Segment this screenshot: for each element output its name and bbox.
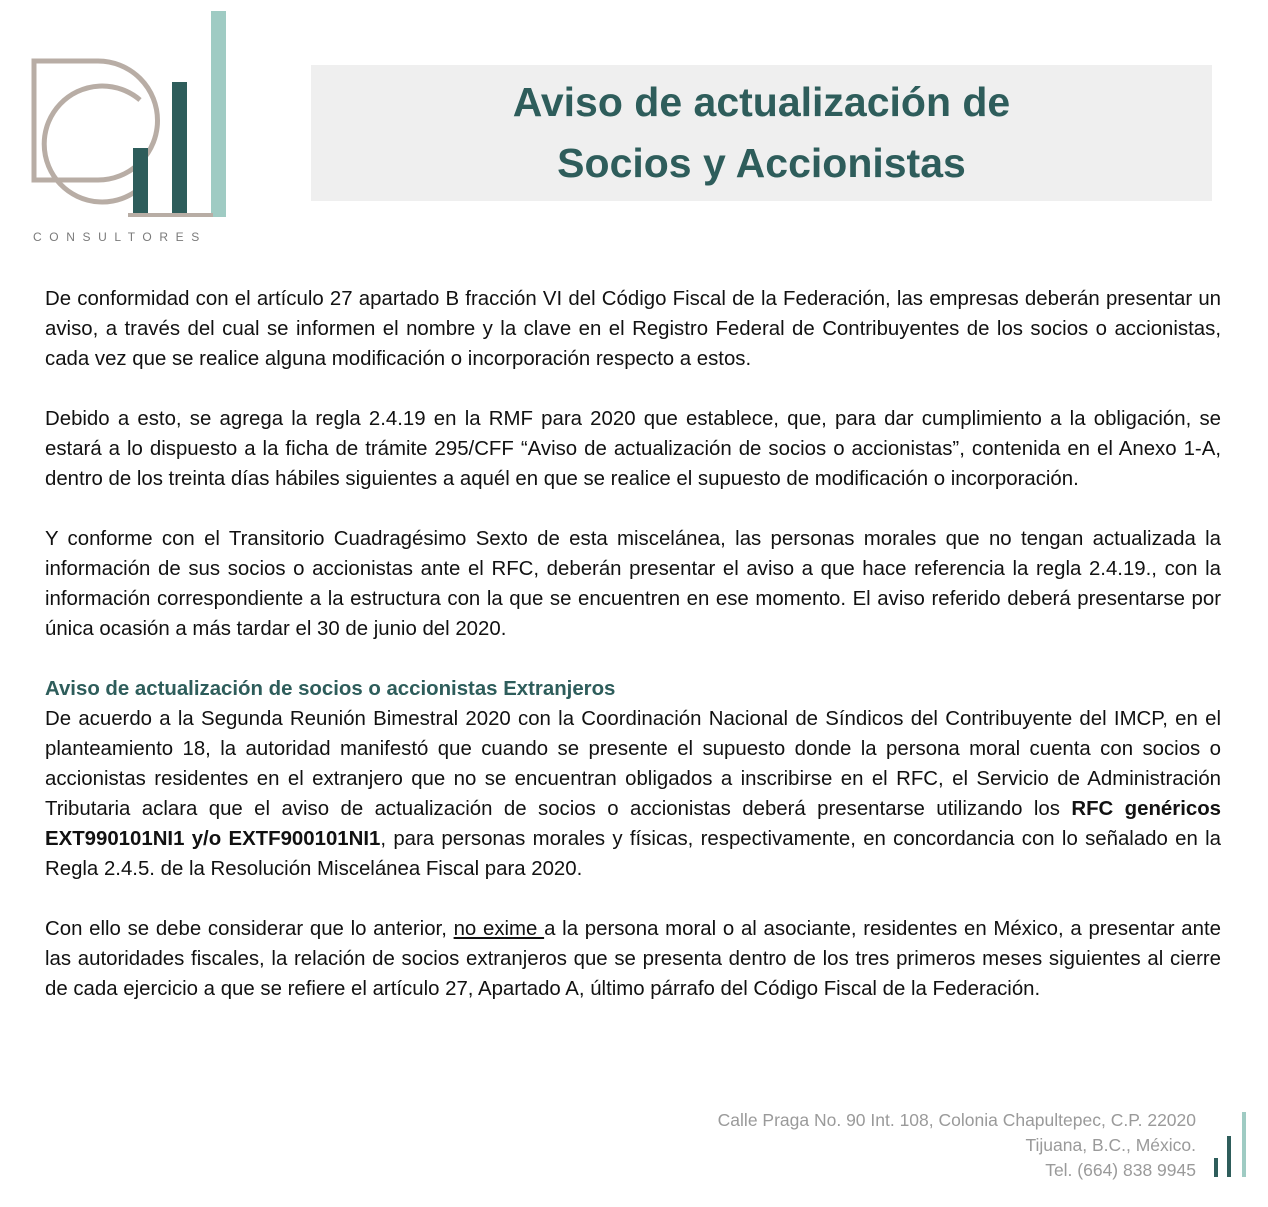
- paragraph-3: Y conforme con el Transitorio Cuadragésimo Sexto de esta miscelánea, las personas morales que no tengan actualizada la información de sus socios o accionistas ante el RFC, deberán presentar el aviso a que hace referencia la regla 2.4.19., con la información correspondiente a la estructura con la que se encuentren en ese momento. El aviso referido deberá presentarse por única ocasión a más tardar el 30 de junio del 2020.: [45, 528, 1221, 640]
- logo-bar-mid: [172, 82, 187, 215]
- paragraph-2: Debido a esto, se agrega la regla 2.4.19 en la RMF para 2020 que establece, que, para dar cumplimiento a la obligación, se estará a lo dispuesto a la ficha de trámite 295/CFF “Aviso de actualización de socios o accionistas”, contenida en el Anexo 1-A, dentro de los treinta días hábiles siguientes a aquél en que se realice el supuesto de modificación o incorporación.: [45, 408, 1221, 490]
- section-subheading: Aviso de actualización de socios o accionistas Extranjeros: [45, 678, 616, 700]
- paragraph-4: [45, 704, 1221, 884]
- paragraph-5-text-start: Con ello se debe considerar que lo anterior,: [45, 918, 454, 940]
- paragraph-5-text-end: a la persona moral o al asociante, residentes en México, a presentar ante las autoridades fiscales, la relación de socios extranjeros que se presenta dentro de los tres primeros meses siguientes al cierre de cada ejercicio a que se refiere el artículo 27, Apartado A, último párrafo del Código Fiscal de la Federación.: [45, 918, 1221, 1000]
- document-body: [45, 284, 1221, 1004]
- paragraph-4-bold-rfc: RFC genéricos EXT990101NI1 y/o EXTF900101NI1: [45, 798, 1221, 850]
- paragraph-4-text-end: , para personas morales y físicas, respectivamente, en concordancia con lo señalado en la Regla 2.4.5. de la Resolución Miscelánea Fiscal para 2020.: [45, 828, 1221, 880]
- logo-c-shape: [44, 86, 140, 202]
- footer-logo-mark-icon: [1212, 1110, 1252, 1180]
- logo-bar-tall: [211, 11, 226, 217]
- page-title-line-2: Socios y Accionistas: [557, 140, 966, 186]
- footer-city: Tijuana, B.C., México.: [1025, 1135, 1196, 1155]
- paragraph-5: [45, 914, 1221, 1004]
- company-logo: [28, 8, 238, 248]
- footer-phone: Tel. (664) 838 9945: [1045, 1160, 1196, 1180]
- paragraph-1: De conformidad con el artículo 27 apartado B fracción VI del Código Fiscal de la Federación, las empresas deberán presentar un aviso, a través del cual se informen el nombre y la clave en el Registro Federal de Contribuyentes de los socios o accionistas, cada vez que se realice alguna modificación o incorporación respecto a estos.: [45, 288, 1221, 370]
- footer-contact: [718, 1108, 1196, 1183]
- paragraph-4-text-start: De acuerdo a la Segunda Reunión Bimestral 2020 con la Coordinación Nacional de Síndicos del Contribuyente del IMCP, en el planteamiento 18, la autoridad manifestó que cuando se presente el supuesto donde la persona moral cuenta con socios o accionistas residentes en el extranjero que no se encuentran obligados a inscribirse en el RFC, el Servicio de Administración Tributaria aclara que el aviso de actualización de socios o accionistas deberá presentarse utilizando los: [45, 708, 1221, 820]
- footer-address: Calle Praga No. 90 Int. 108, Colonia Chapultepec, C.P. 22020: [717, 1110, 1196, 1130]
- page-title-line-1: Aviso de actualización de: [512, 79, 1011, 125]
- logo-bar-short: [133, 148, 148, 215]
- title-banner: [311, 65, 1212, 201]
- logo-company-name: CONSULTORES: [33, 230, 207, 244]
- paragraph-5-underlined: no exime: [453, 918, 545, 940]
